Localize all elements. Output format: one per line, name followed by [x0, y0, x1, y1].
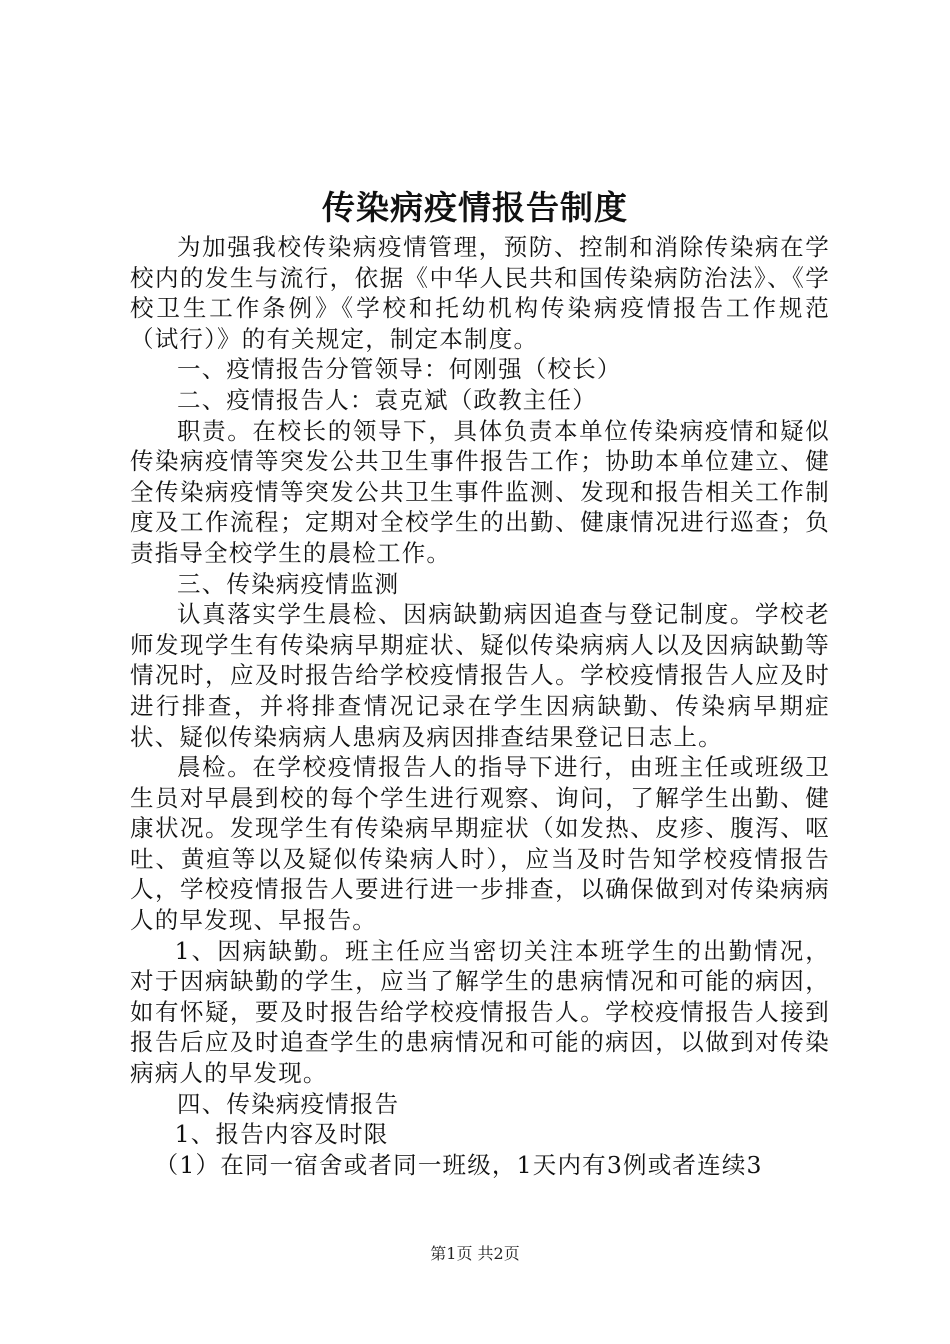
document-title: 传染病疫情报告制度	[322, 188, 628, 227]
page-number: 第1页 共2页	[430, 1244, 520, 1263]
paragraph-duties: 职责。在校长的领导下，具体负责本单位传染病疫情和疑似传染病疫情等突发公共卫生事件报告工作；协助本单位建立、健全传染病疫情等突发公共卫生事件监测、发现和报告相关工作制度及工作流程；定期对全校学生的出勤、健康情况进行巡查；负责指导全校学生的晨检工作。	[130, 416, 830, 567]
paragraph-report-content: 1、报告内容及时限	[174, 1120, 389, 1149]
paragraph-report-rule-1: （1）在同一宿舍或者同一班级，1天内有3例或者连续3	[154, 1150, 763, 1179]
paragraph-section-leader: 一、疫情报告分管领导：何刚强（校长）	[177, 355, 622, 384]
document-body	[130, 232, 830, 1180]
paragraph-section-reporter: 二、疫情报告人：袁克斌（政教主任）	[177, 385, 597, 414]
paragraph-section-reporting: 四、传染病疫情报告	[177, 1089, 400, 1118]
paragraph-monitoring-detail: 认真落实学生晨检、因病缺勤病因追查与登记制度。学校老师发现学生有传染病早期症状、疑似传染病病人以及因病缺勤等情况时，应及时报告给学校疫情报告人。学校疫情报告人应及时进行排查，并将排查情况记录在学生因病缺勤、传染病早期症状、疑似传染病病人患病及病因排查结果登记日志上。	[130, 600, 830, 751]
paragraph-section-monitoring: 三、传染病疫情监测	[177, 569, 400, 598]
paragraph-sick-absence: 1、因病缺勤。班主任应当密切关注本班学生的出勤情况，对于因病缺勤的学生，应当了解学生的患病情况和可能的病因，如有怀疑，要及时报告给学校疫情报告人。学校疫情报告人接到报告后应及时追查学生的患病情况和可能的病因，以做到对传染病病人的早发现。	[130, 936, 830, 1088]
paragraph-intro: 为加强我校传染病疫情管理，预防、控制和消除传染病在学校内的发生与流行，依据《中华人民共和国传染病防治法》、《学校卫生工作条例》《学校和托幼机构传染病疫情报告工作规范（试行）》的有关规定，制定本制度。	[130, 233, 830, 353]
paragraph-morning-check: 晨检。在学校疫情报告人的指导下进行，由班主任或班级卫生员对早晨到校的每个学生进行观察、询问，了解学生出勤、健康状况。发现学生有传染病早期症状（如发热、皮疹、腹泻、呕吐、黄疸等以及疑似传染病人时），应当及时告知学校疫情报告人，学校疫情报告人要进行进一步排查，以确保做到对传染病病人的早发现、早报告。	[130, 753, 830, 935]
